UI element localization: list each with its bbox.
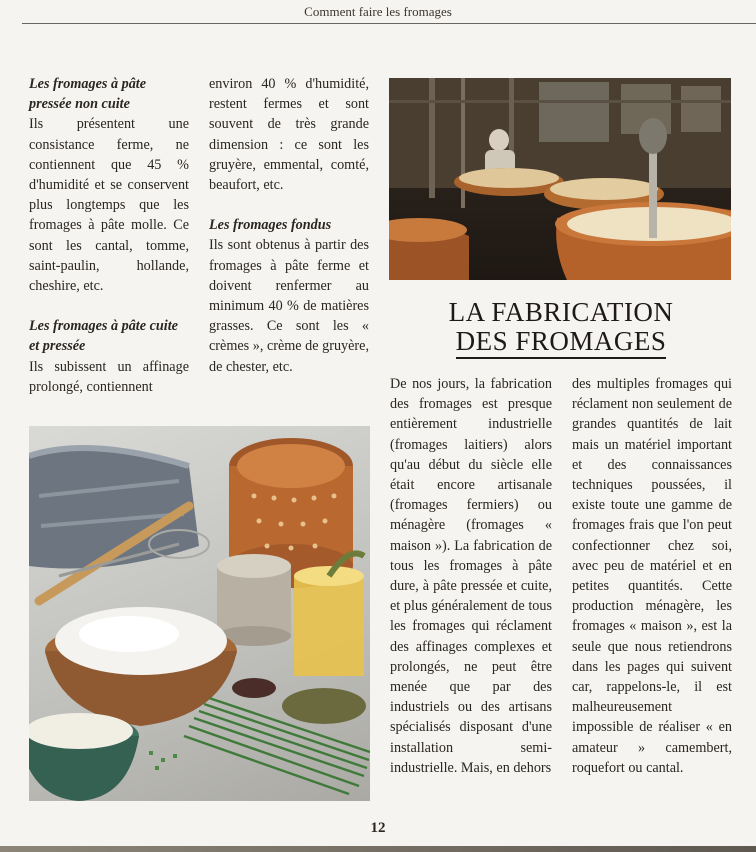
header-rule: [22, 23, 756, 24]
page-number: 12: [370, 820, 386, 836]
section-title-line1: LA FABRICATION: [448, 297, 674, 327]
column-article-1: [390, 374, 552, 778]
paragraph-fondus: Ils sont obtenus à partir des fromages à pâte ferme et doivent renfermer au minimum 40 % de matières grasses. Ce sont les « crèmes », crème de gruyère, de chester, etc.: [209, 237, 369, 375]
article-paragraph-2: des multiples fromages qui réclament non seulement de grandes quantités de lait mais un matériel important et des connaissances techniques poussées, il existe toute une gamme de fromages frais que l'on peut confectionner chez soi, avec peu de matériel et en petites quantités. Cette production ménagère, les fromages « maison », est la seule que nous retiendrons dans les pages qui suivent car, rappelons-le, il est malheureusement impossible de réaliser « en amateur » camembert, roquefort ou cantal.: [572, 376, 732, 776]
column-middle: [209, 74, 369, 377]
column-left: [29, 74, 189, 397]
paragraph-cuite-pressee: Ils subissent un affinage prolongé, contiennent: [29, 358, 189, 395]
subheading-fondus: Les fromages fondus: [209, 217, 332, 234]
photo-fresh-cheese-still-life: [29, 426, 370, 801]
section-title-line2: DES FROMAGES: [456, 327, 667, 359]
page-bottom-edge: [0, 846, 756, 852]
subheading-pressee-non-cuite: Les fromages à pâte pressée non cuite: [29, 76, 147, 113]
article-paragraph-1: De nos jours, la fabrication des fromages est presque entièrement industrielle (fromages laitiers) alors qu'au début du siècle elle était encore artisanale (fromages fermiers) ou ménagère (fromages « maison »). La fabrication de tous les fromages à pâte dure, à pâte pressée et cuite, et plus généralement de tous les fromages qui réclament des affinages complexes et prolongés, ne peut être menée que par des industriels ou des artisans spécialisés disposant d'une installation semi-industrielle. Mais, en dehors: [390, 376, 552, 776]
subheading-cuite-pressee: Les fromages à pâte cuite et pressée: [29, 318, 178, 355]
running-head: Comment faire les fromages: [304, 4, 452, 19]
column-article-2: [572, 374, 732, 778]
paragraph-pressee-non-cuite: Ils présentent une consistance ferme, ne contiennent que 45 % d'humidité et se conservent plus longtemps que les fromages à pâte molle. Ce sont les cantal, tomme, saint-paulin, hollande, cheshire, etc.: [29, 116, 189, 295]
photo-copper-vats: [389, 78, 731, 280]
section-title: [390, 298, 732, 359]
paragraph-cuite-pressee-cont: environ 40 % d'humidité, restent fermes et sont souvent de très grande dimension : ce sont les gruyère, emmental, comté, beaufort, etc.: [209, 76, 369, 194]
